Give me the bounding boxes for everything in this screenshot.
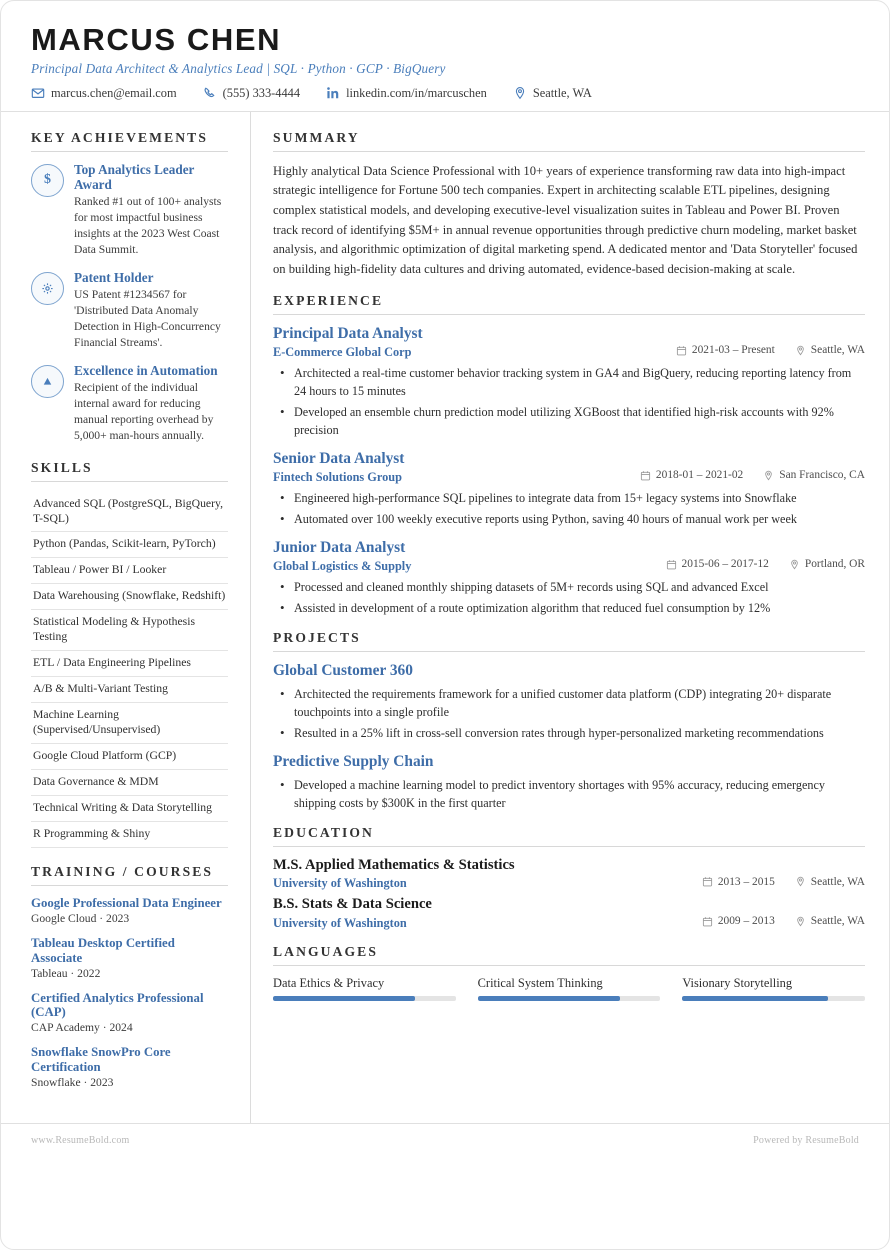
bullet: • Developed an ensemble churn prediction model utilizing XGBoost that identified high-risk accounts with 92% precision — [292, 403, 865, 439]
contact-row — [31, 86, 859, 101]
education-dates-text: 2009 – 2013 — [717, 915, 775, 928]
language-name: Critical System Thinking — [477, 975, 603, 990]
education-location — [795, 915, 865, 927]
job-meta — [656, 344, 865, 356]
job-location-text: Portland, OR — [804, 558, 865, 571]
divider — [31, 885, 228, 886]
skill-item: Tableau / Power BI / Looker — [31, 558, 228, 584]
experience-item — [273, 450, 865, 528]
job-subheader — [273, 344, 865, 360]
section-title-languages: LANGUAGES — [273, 943, 379, 959]
achievement-title: Top Analytics Leader Award — [74, 161, 195, 193]
language-level-track — [273, 996, 456, 1001]
experience-item — [273, 539, 865, 617]
achievement-glyph: $ — [44, 172, 51, 188]
job-organization: Global Logistics & Supply — [273, 558, 412, 573]
section-languages — [273, 944, 865, 1001]
project-bullets — [273, 776, 865, 812]
job-title: Principal Data Analyst — [273, 324, 423, 342]
achievement-body — [74, 270, 228, 350]
job-title: Junior Data Analyst — [273, 538, 406, 556]
skill-item: Technical Writing & Data Storytelling — [31, 796, 228, 822]
section-title-projects: PROJECTS — [273, 629, 361, 645]
education-dates-text: 2013 – 2015 — [717, 875, 775, 888]
job-dates — [640, 469, 743, 481]
achievement-item — [31, 363, 228, 443]
skill-item: Python (Pandas, Scikit-learn, PyTorch) — [31, 532, 228, 558]
candidate-headline: Principal Data Architect & Analytics Lead | SQL · Python · GCP · BigQuery — [31, 60, 446, 76]
skill-item: Machine Learning (Supervised/Unsupervised) — [31, 703, 228, 744]
section-title-summary: SUMMARY — [273, 129, 360, 145]
project-title: Global Customer 360 — [273, 661, 413, 679]
section-training-courses — [31, 864, 228, 1089]
job-dates-text: 2015-06 – 2017-12 — [681, 558, 769, 571]
divider — [31, 151, 228, 152]
section-title-skills: SKILLS — [31, 459, 93, 475]
linkedin-icon — [326, 86, 340, 100]
section-title-education: EDUCATION — [273, 825, 374, 841]
job-dates — [666, 558, 769, 570]
dollar-sign-icon — [31, 164, 64, 197]
course-title: Google Professional Data Engineer — [31, 896, 222, 911]
bullet: • Processed and cleaned monthly shipping datasets of 5M+ records using SQL and advanced Excel — [292, 578, 865, 596]
section-projects — [273, 630, 865, 812]
skill-item: Data Warehousing (Snowflake, Redshift) — [31, 584, 228, 610]
job-location — [789, 558, 865, 570]
course-meta: Google Cloud · 2023 — [31, 911, 130, 925]
language-level-fill — [478, 996, 620, 1001]
course-meta: Tableau · 2022 — [31, 966, 101, 980]
job-bullets — [273, 364, 865, 439]
summary-text: Highly analytical Data Science Professional with 10+ years of experience transforming raw data into high-impact strategic intelligence for Fortune 500 tech companies. Expert in architecting scalable ETL pipelines, designing complex statistical models, and developing executive-level visualization suites in Tableau and Power BI. Proven track record of identifying $5M+ in annual revenue opportunities through predictive churn modeling, market basket analysis, and algorithmic optimization of digital marketing spend. A dedicated mentor and 'Data Storyteller' focused on building high-fidelity data cultures and driving automated, evidence-based decision-making at scale. — [273, 163, 858, 276]
divider — [273, 151, 865, 152]
job-location — [795, 344, 865, 356]
contact-phone-text: (555) 333-4444 — [222, 85, 301, 100]
language-list — [273, 976, 865, 1001]
contact-email[interactable] — [31, 86, 177, 101]
course-title: Tableau Desktop Certified Associate — [31, 935, 175, 965]
divider — [273, 314, 865, 315]
education-school: University of Washington — [273, 915, 407, 930]
contact-phone[interactable] — [203, 86, 300, 101]
project-title: Predictive Supply Chain — [273, 752, 434, 770]
education-school: University of Washington — [273, 876, 407, 891]
bullet: • Architected a real-time customer behavior tracking system in GA4 and BigQuery, reducing reporting latency from 24 hours to 15 minutes — [292, 364, 865, 400]
achievement-description: Ranked #1 out of 100+ analysts for most impactful business insights at the 2023 West Coast Data Summit. — [74, 194, 222, 256]
job-location-text: San Francisco, CA — [779, 469, 865, 482]
bullet: • Architected the requirements framework for a unified customer data platform (CDP) integrating 20+ disparate touchpoints into a single profile — [292, 685, 865, 721]
bullet: • Engineered high-performance SQL pipelines to integrate data from 15+ legacy systems into Snowflake — [292, 489, 865, 507]
course-item — [31, 936, 228, 980]
course-meta: Snowflake · 2023 — [31, 1075, 114, 1089]
contact-location — [513, 86, 592, 101]
language-item — [478, 976, 661, 1001]
contact-email-text: marcus.chen@email.com — [51, 85, 177, 100]
gear-icon — [31, 272, 64, 305]
language-name: Visionary Storytelling — [682, 975, 793, 990]
achievement-description: US Patent #1234567 for 'Distributed Data Anomaly Detection in High-Concurrency Financial Streams'. — [74, 287, 221, 349]
resume-header — [1, 1, 889, 112]
calendar-icon — [702, 916, 713, 927]
location-pin-icon — [513, 86, 527, 100]
achievement-title: Patent Holder — [74, 270, 154, 286]
achievement-title: Excellence in Automation — [74, 363, 218, 379]
candidate-name: MARCUS CHEN — [31, 22, 282, 57]
job-dates-text: 2018-01 – 2021-02 — [655, 469, 744, 482]
education-meta — [682, 915, 865, 927]
job-location-text: Seattle, WA — [810, 344, 865, 357]
job-dates-text: 2021-03 – Present — [691, 344, 775, 357]
contact-location-text: Seattle, WA — [532, 85, 592, 100]
education-dates — [702, 876, 775, 888]
envelope-icon — [31, 86, 45, 100]
education-subheader — [273, 876, 865, 892]
job-subheader — [273, 469, 865, 485]
language-level-track — [478, 996, 661, 1001]
footer-powered-by: Powered by ResumeBold — [753, 1134, 859, 1146]
calendar-icon — [666, 559, 677, 570]
skill-item: Statistical Modeling & Hypothesis Testing — [31, 610, 228, 651]
job-location — [763, 469, 865, 481]
education-degree: B.S. Stats & Data Science — [273, 896, 432, 913]
achievement-item — [31, 270, 228, 350]
location-pin-icon — [789, 559, 800, 570]
education-dates — [702, 915, 775, 927]
calendar-icon — [702, 876, 713, 887]
section-experience — [273, 293, 865, 617]
calendar-icon — [640, 470, 651, 481]
bullet: • Resulted in a 25% lift in cross-sell conversion rates through hyper-personalized marketing recommendations — [292, 724, 865, 742]
phone-icon — [203, 86, 217, 100]
section-skills — [31, 460, 228, 849]
skill-item: R Programming & Shiny — [31, 822, 228, 848]
language-item — [273, 976, 456, 1001]
language-name: Data Ethics & Privacy — [273, 975, 385, 990]
course-item — [31, 896, 228, 925]
divider — [273, 651, 865, 652]
job-dates — [676, 344, 775, 356]
achievement-body — [74, 363, 228, 443]
resume-footer — [1, 1123, 889, 1146]
location-pin-icon — [763, 470, 774, 481]
education-degree: M.S. Applied Mathematics & Statistics — [273, 857, 515, 874]
achievement-item — [31, 162, 228, 258]
education-item — [273, 896, 865, 930]
skill-item: A/B & Multi-Variant Testing — [31, 677, 228, 703]
job-organization: E-Commerce Global Corp — [273, 344, 412, 359]
divider — [31, 481, 228, 482]
section-title-experience: EXPERIENCE — [273, 292, 384, 308]
main-column — [251, 112, 889, 1123]
sidebar — [1, 112, 251, 1123]
divider — [273, 965, 865, 966]
job-subheader — [273, 558, 865, 574]
education-subheader — [273, 915, 865, 931]
job-title: Senior Data Analyst — [273, 449, 405, 467]
achievement-description: Recipient of the individual internal award for reducing manual reporting overhead by 5,000+ man-hours annually. — [74, 381, 214, 442]
bullet: • Assisted in development of a route optimization algorithm that reduced fuel consumption by 12% — [292, 599, 865, 617]
up-triangle-icon — [31, 365, 64, 398]
skill-item: ETL / Data Engineering Pipelines — [31, 651, 228, 677]
divider — [273, 846, 865, 847]
bullet: • Developed a machine learning model to predict inventory shortages with 95% accuracy, reducing emergency shipping costs by $300K in the first quarter — [292, 776, 865, 812]
contact-linkedin-text: linkedin.com/in/marcuschen — [346, 85, 487, 100]
section-title-training: TRAINING / COURSES — [31, 864, 214, 880]
job-bullets — [273, 489, 865, 528]
education-item — [273, 857, 865, 891]
course-title: Certified Analytics Professional (CAP) — [31, 990, 204, 1020]
contact-linkedin[interactable] — [326, 86, 487, 101]
course-item — [31, 1045, 228, 1089]
location-pin-icon — [795, 876, 806, 887]
course-item — [31, 991, 228, 1035]
section-title-achievements: KEY ACHIEVEMENTS — [31, 129, 208, 145]
course-title: Snowflake SnowPro Core Certification — [31, 1045, 171, 1075]
skill-item: Google Cloud Platform (GCP) — [31, 744, 228, 770]
bullet: • Automated over 100 weekly executive reports using Python, saving 40 hours of manual work per week — [292, 510, 865, 528]
calendar-icon — [676, 345, 687, 356]
location-pin-icon — [795, 345, 806, 356]
education-meta — [682, 876, 865, 888]
education-location-text: Seattle, WA — [810, 875, 865, 888]
section-summary — [273, 130, 865, 280]
skill-item: Data Governance & MDM — [31, 770, 228, 796]
project-bullets — [273, 685, 865, 742]
section-key-achievements — [31, 130, 228, 444]
language-level-fill — [682, 996, 828, 1001]
resume-body — [1, 112, 889, 1123]
achievement-body — [74, 162, 228, 258]
location-pin-icon — [795, 916, 806, 927]
job-meta — [620, 469, 865, 481]
education-location-text: Seattle, WA — [810, 915, 865, 928]
job-meta — [646, 558, 865, 570]
experience-item — [273, 325, 865, 439]
language-level-track — [682, 996, 865, 1001]
footer-site-url: www.ResumeBold.com — [31, 1134, 130, 1146]
project-item — [273, 753, 865, 813]
job-bullets — [273, 578, 865, 617]
language-level-fill — [273, 996, 415, 1001]
section-education — [273, 825, 865, 931]
language-item — [682, 976, 865, 1001]
job-organization: Fintech Solutions Group — [273, 469, 402, 484]
project-item — [273, 662, 865, 743]
course-meta: CAP Academy · 2024 — [31, 1021, 133, 1035]
education-location — [795, 876, 865, 888]
skill-item: Advanced SQL (PostgreSQL, BigQuery, T-SQL) — [31, 492, 228, 533]
